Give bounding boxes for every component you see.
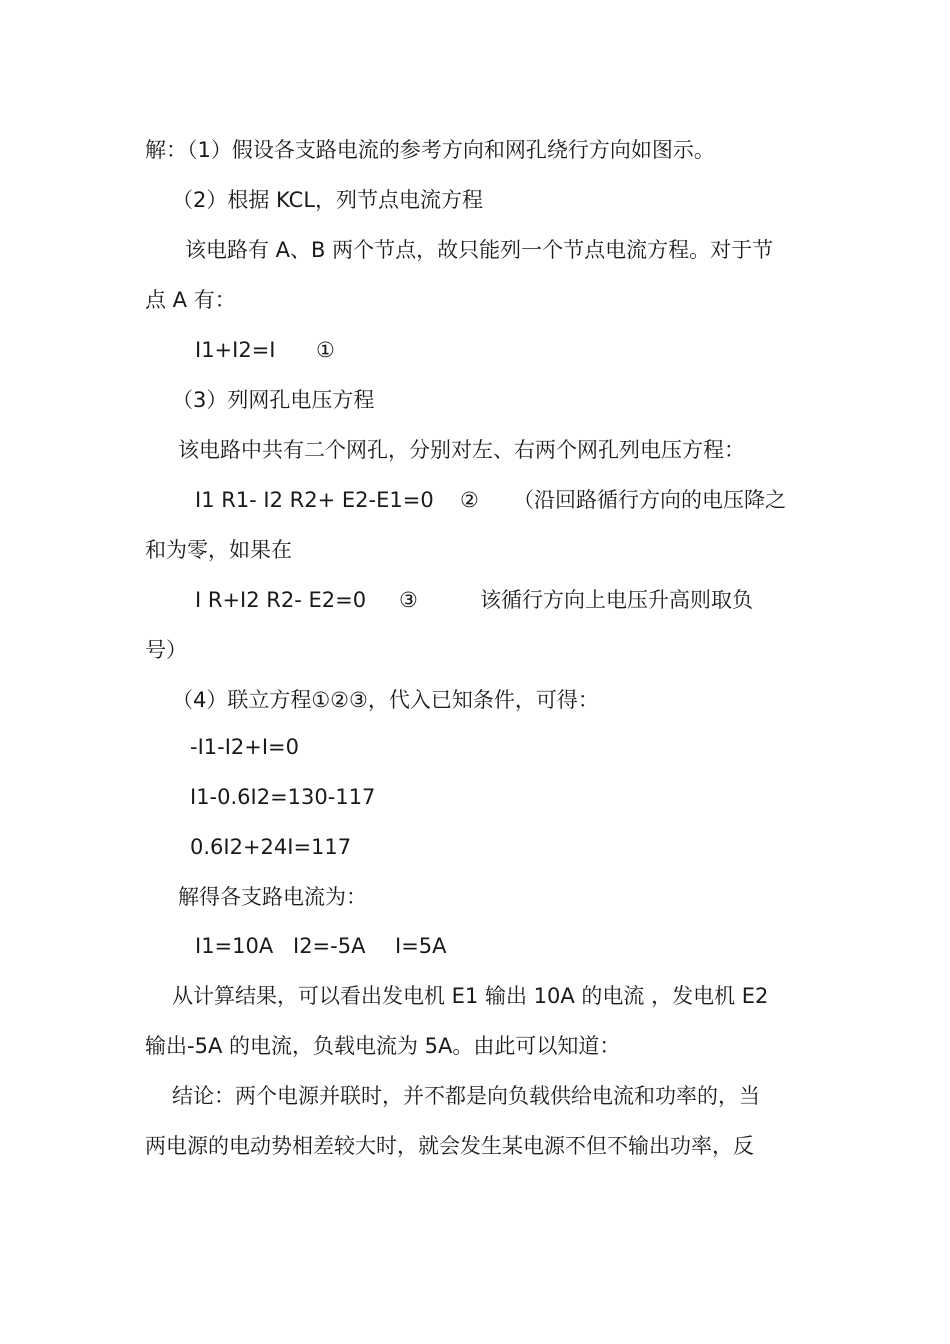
equation-note: 该循行方向上电压升高则取负 <box>480 588 753 612</box>
equation: I1+I2=I <box>195 338 276 362</box>
equation-number: ① <box>316 338 335 362</box>
text-line: 两电源的电动势相差较大时，就会发生某电源不但不输出功率，反 <box>145 1134 754 1158</box>
section-heading: （3）列网孔电压方程 <box>172 388 375 412</box>
text-line: 点 A 有： <box>145 288 236 312</box>
text-line: 该电路有 A、B 两个节点，故只能列一个节点电流方程。对于节 <box>185 238 774 262</box>
text-line: 该电路中共有二个网孔，分别对左、右两个网孔列电压方程： <box>178 438 745 462</box>
section-heading: （2）根据 KCL，列节点电流方程 <box>172 188 484 212</box>
text-line: 解得各支路电流为： <box>178 885 367 909</box>
text-line: 结论：两个电源并联时，并不都是向负载供给电流和功率的，当 <box>172 1084 760 1108</box>
equation: I1-0.6I2=130-117 <box>190 785 376 809</box>
equation: -I1-I2+I=0 <box>190 735 300 759</box>
result-value: I1=10A <box>195 934 274 958</box>
text-line: 输出-5A 的电流，负载电流为 5A。由此可以知道： <box>145 1034 621 1058</box>
equation-number: ② <box>460 488 479 512</box>
section-heading: （4）联立方程①②③，代入已知条件，可得： <box>172 688 599 712</box>
result-value: I=5A <box>395 934 447 958</box>
text-line: 号） <box>145 638 187 662</box>
text-line: 和为零，如果在 <box>145 538 292 562</box>
result-value: I2=-5A <box>293 934 366 958</box>
equation: I R+I2 R2- E2=0 <box>195 588 367 612</box>
text-line: 解：（1）假设各支路电流的参考方向和网孔绕行方向如图示。 <box>145 138 715 162</box>
equation: 0.6I2+24I=117 <box>190 835 352 859</box>
text-line: 从计算结果，可以看出发电机 E1 输出 10A 的电流 ，发电机 E2 <box>172 984 769 1008</box>
equation-note: （沿回路循行方向的电压降之 <box>513 488 786 512</box>
equation-number: ③ <box>399 588 418 612</box>
equation: I1 R1- I2 R2+ E2-E1=0 <box>195 488 434 512</box>
